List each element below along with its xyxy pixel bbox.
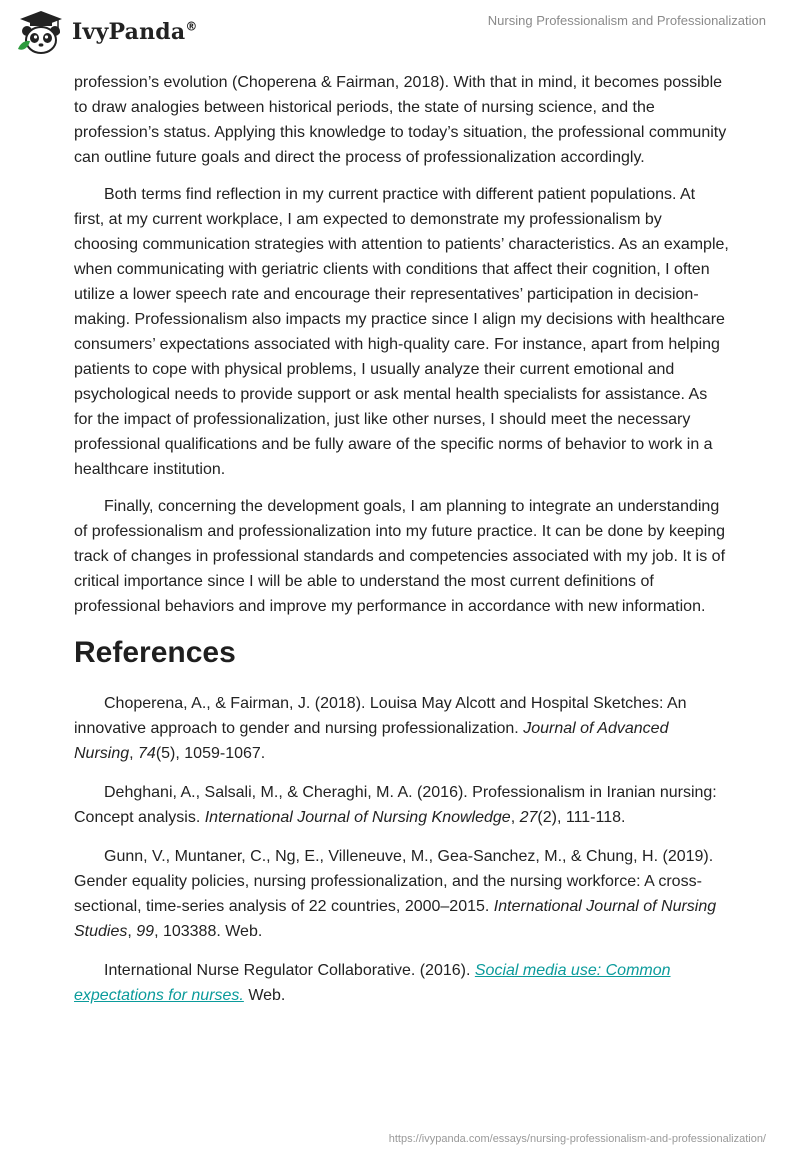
reference-entry: International Nurse Regulator Collaborative. (2016). Social media use: Common expectations for nurses. Web. [74, 962, 671, 1004]
paragraph: Both terms find reflection in my current practice with different patient populations. At first, at my current workplace, I am expected to demonstrate my professionalism by choosing communication strategies with attention to patients’ characteristics. As an example, when communicating with geriatric clients with conditions that affect their cognition, I often utilize a lower speech rate and encourage their representatives’ participation in decision-making. Professionalism also impacts my practice since I align my decisions with healthcare consumers’ expectations associated with high-quality care. For instance, apart from helping patients to cope with physical problems, I usually analyze their current emotional and psychological needs to provide support or ask mental health specialists for assistance. As for the impact of professionalization, just like other nurses, I should meet the necessary professional qualifications and be fully aware of the specific norms of behavior to work in a healthcare institution. [74, 186, 729, 478]
reference-link[interactable]: Social media use: Common expectations for nurses. [74, 962, 671, 1004]
reference-entry: Gunn, V., Muntaner, C., Ng, E., Villeneuve, M., Gea-Sanchez, M., & Chung, H. (2019). Gender equality policies, nursing professionalization, and the nursing workforce: A cross-sectional, time-series analysis of 22 countries, 2000–2015. International Journal of Nursing Studies, 99, 103388. Web. [74, 848, 717, 940]
references-heading: References [74, 636, 236, 669]
footer-url: https://ivypanda.com/essays/nursing-professionalism-and-professionalization/ [388, 1133, 766, 1145]
essay-body [74, 70, 729, 1022]
ivypanda-logo[interactable] [16, 8, 198, 56]
paragraph: Finally, concerning the development goals, I am planning to integrate an understanding of professionalism and professionalization into my future practice. It can be done by keeping track of changes in professional standards and competencies associated with my job. It is of critical importance since I will be able to understand the most current definitions of professional behaviors and improve my performance in accordance with new information. [74, 498, 726, 615]
paragraph: profession’s evolution (Choperena & Fairman, 2018). With that in mind, it becomes possible to draw analogies between historical periods, the state of nursing science, and the profession’s status. Applying this knowledge to today’s situation, the professional community can outline future goals and direct the process of professionalization accordingly. [74, 74, 727, 166]
logo-text: IvyPanda® [72, 19, 198, 45]
panda-graduate-icon [16, 9, 66, 55]
page-header [0, 0, 800, 62]
reference-entry: Choperena, A., & Fairman, J. (2018). Louisa May Alcott and Hospital Sketches: An innovative approach to gender and nursing professionalization. Journal of Advanced Nursing, 74(5), 1059-1067. [74, 695, 687, 762]
reference-entry: Dehghani, A., Salsali, M., & Cheraghi, M. A. (2016). Professionalism in Iranian nursing: Concept analysis. International Journal of Nursing Knowledge, 27(2), 111-118. [74, 784, 717, 826]
document-title: Nursing Professionalism and Professionalization [487, 13, 766, 28]
